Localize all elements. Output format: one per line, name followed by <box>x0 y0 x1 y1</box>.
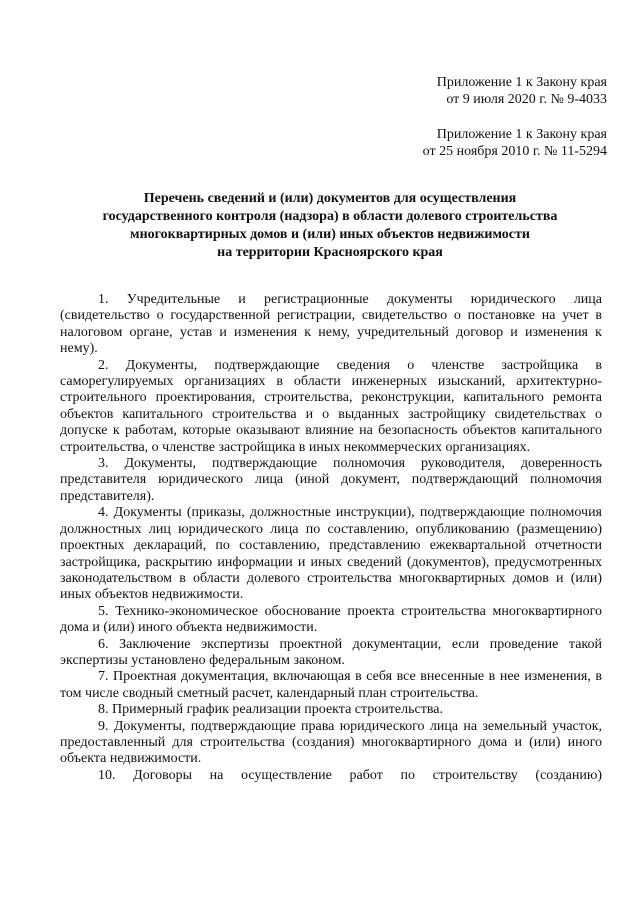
document-title <box>60 190 600 262</box>
title-line: многоквартирных домов и (или) иных объектов недвижимости <box>130 227 530 242</box>
list-item-8: 8. Примерный график реализации проекта строительства. <box>98 702 443 718</box>
list-item-10: 10. Договоры на осуществление работ по строительству (созданию) <box>98 767 602 783</box>
appendix-reference-original <box>423 126 607 160</box>
appendix-line: от 9 июля 2020 г. № 9-4033 <box>446 92 607 107</box>
list-item-9: 9. Документы, подтверждающие права юридического лица на земельный участок, предоставленный для строительства (создания) многоквартирного дома и (или) иного объекта недвижимости. <box>60 718 602 767</box>
list-item-7: 7. Проектная документация, включающая в себя все внесенные в нее изменения, в том числе сводный сметный расчет, календарный план строительства. <box>60 669 602 701</box>
appendix-line: Приложение 1 к Закону края <box>436 75 607 90</box>
list-item-4: 4. Документы (приказы, должностные инструкции), подтверждающие полномочия должностных лиц юридического лица по составлению, опубликованию (размещению) проектных деклараций, по составлению, представлению ежеквартальной отчетности застройщика, раскрытию информации и иных сведений (документов), предусмотренных законодательством в области долевого строительства многоквартирных домов и (или) иных объектов недвижимости. <box>60 505 602 603</box>
appendix-reference-current <box>437 74 607 108</box>
list-item-1: 1. Учредительные и регистрационные документы юридического лица (свидетельство о государственной регистрации, свидетельство о постановке на учет в налоговом органе, устав и изменения к нему, учредительный договор и изменения к нему). <box>60 292 602 357</box>
appendix-line: от 25 ноября 2010 г. № 11-5294 <box>422 144 607 159</box>
title-line: государственного контроля (надзора) в области долевого строительства <box>102 209 558 224</box>
list-item-6: 6. Заключение экспертизы проектной документации, если проведение такой экспертизы установлено федеральным законом. <box>60 636 602 668</box>
list-item-5: 5. Технико-экономическое обоснование проекта строительства многоквартирного дома и (или) иного объекта недвижимости. <box>60 603 602 636</box>
appendix-line: Приложение 1 к Закону края <box>436 127 607 142</box>
document-body <box>60 292 602 784</box>
title-line: Перечень сведений и (или) документов для осуществления <box>143 191 517 206</box>
list-item-2: 2. Документы, подтверждающие сведения о членстве застройщика в саморегулируемых организациях в области инженерных изысканий, архитектурно-строительного проектирования, строительства, реконструкции, капитального ремонта объектов капитального строительства и о выданных застройщику свидетельствах о допуске к работам, которые оказывают влияние на безопасность объектов капитального строительства, о членстве застройщика в иных некоммерческих организациях. <box>60 357 602 455</box>
title-line: на территории Красноярского края <box>217 245 443 260</box>
list-item-3: 3. Документы, подтверждающие полномочия руководителя, доверенность представителя юридического лица (иной документ, подтверждающий полномочия представителя). <box>60 456 602 504</box>
